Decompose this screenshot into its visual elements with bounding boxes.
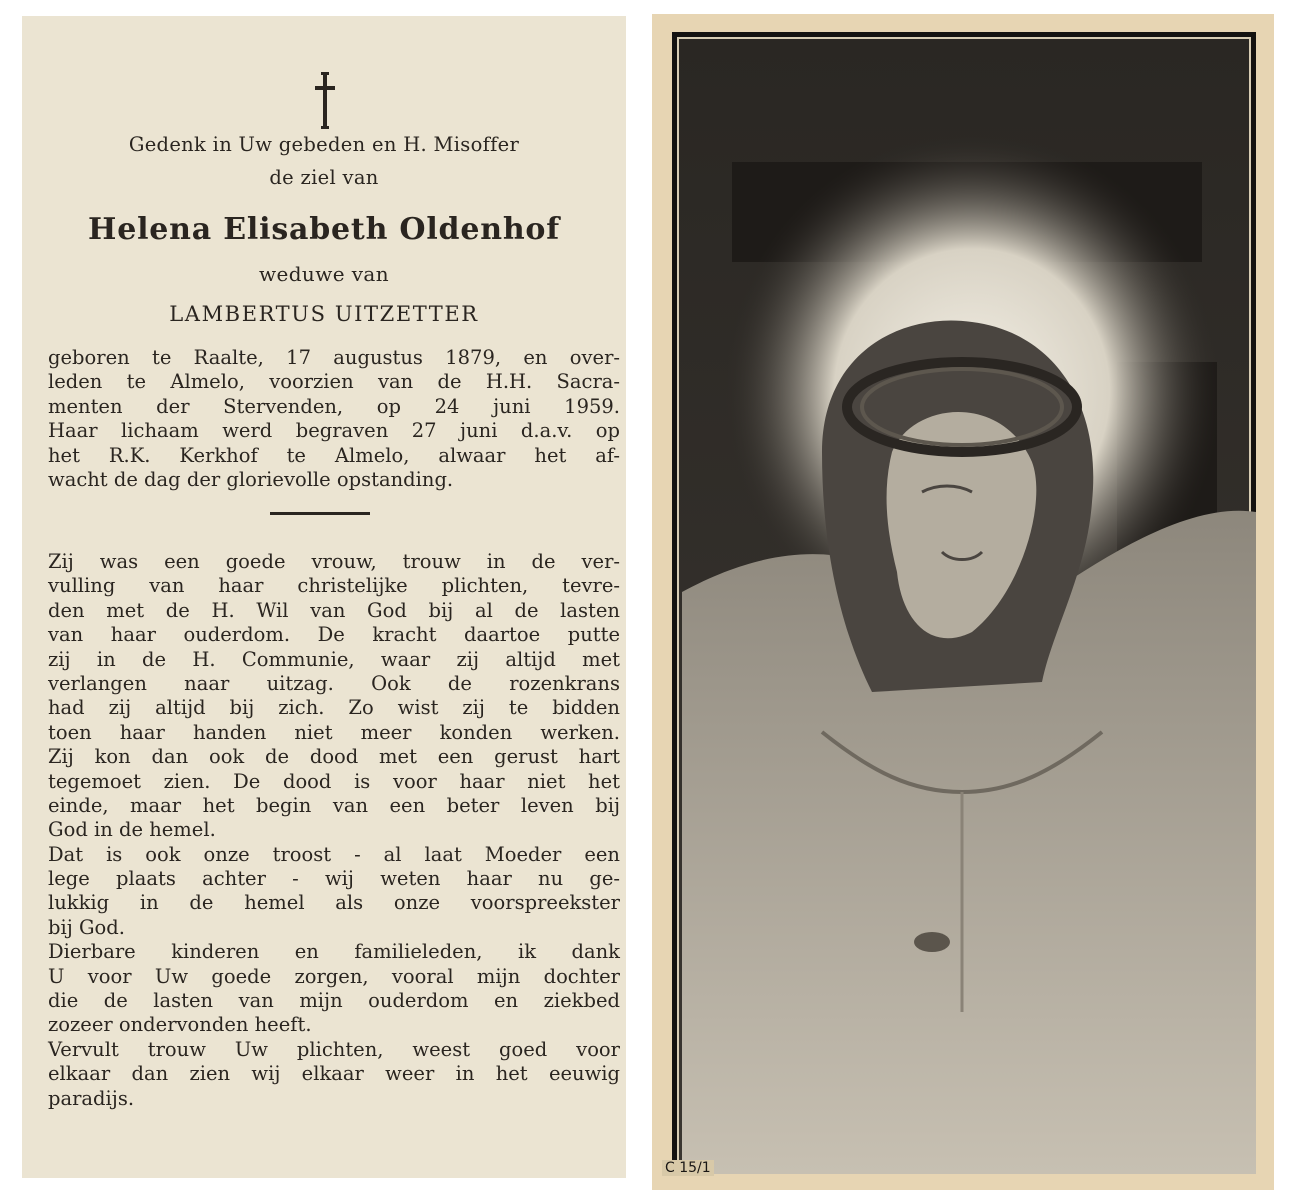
divider-line [270, 512, 370, 515]
biography-line: geboren te Raalte, 17 augustus 1879, en over- [48, 346, 620, 369]
text-line: lukkig in de hemel als onze voorspreekster [48, 891, 620, 915]
text-line: einde, maar het begin van een beter leven bij [48, 793, 620, 817]
biography-line: leden te Almelo, voorzien van de H.H. Sacra- [48, 370, 620, 394]
spouse-name: LAMBERTUS UITZETTER [169, 302, 479, 326]
text-line: Zij was een goede vrouw, trouw in de ver- [48, 550, 620, 573]
text-line: die de lasten van mijn ouderdom en ziekbed [48, 989, 620, 1013]
text-line: Dierbare kinderen en familieleden, ik dank [48, 940, 620, 964]
biography-line: wacht de dag der glorievolle opstanding. [48, 467, 454, 491]
biography-line: het R.K. Kerkhof te Almelo, alwaar het af- [48, 443, 620, 467]
text-line: Dat is ook onze troost - al laat Moeder een [48, 842, 620, 866]
widow-of-label: weduwe van [258, 262, 390, 286]
biography-line: menten der Stervenden, op 24 juni 1959. [48, 394, 620, 418]
crucifix-portrait-illustration [672, 32, 1256, 1174]
memorial-card-text-side [22, 16, 626, 1178]
catalog-code: C 15/1 [662, 1160, 714, 1176]
biography-paragraph [48, 346, 620, 492]
memorial-text [48, 550, 620, 1111]
intro-line-2: de ziel van [269, 166, 379, 189]
text-line: van haar ouderdom. De kracht daartoe putte [48, 623, 620, 647]
text-line: vulling van haar christelijke plichten, tevre- [48, 574, 620, 598]
intro-line-1: Gedenk in Uw gebeden en H. Misoffer [128, 133, 520, 156]
cross-icon [313, 72, 337, 130]
text-line: verlangen naar uitzag. Ook de rozenkrans [48, 671, 620, 695]
text-line: paradijs. [48, 1086, 135, 1110]
text-line: bij God. [48, 915, 125, 939]
text-line: lege plaats achter - wij weten haar nu ge- [48, 867, 620, 891]
text-line: zij in de H. Communie, waar zij altijd met [48, 647, 620, 671]
text-line: den met de H. Wil van God bij al de lasten [48, 598, 620, 622]
text-line: elkaar dan zien wij elkaar weer in het eeuwig [48, 1062, 620, 1086]
text-line: Vervult trouw Uw plichten, weest goed voor [48, 1037, 620, 1061]
text-line: God in de hemel. [48, 818, 216, 842]
text-line: tegemoet zien. De dood is voor haar niet het [48, 769, 620, 793]
biography-line: Haar lichaam werd begraven 27 juni d.a.v. op [48, 419, 620, 443]
deceased-name: Helena Elisabeth Oldenhof [88, 212, 560, 247]
text-line: had zij altijd bij zich. Zo wist zij te bidden [48, 696, 620, 720]
text-line: toen haar handen niet meer konden werken. [48, 720, 620, 744]
text-line: U voor Uw goede zorgen, vooral mijn dochter [48, 964, 620, 988]
memorial-card-image-side [652, 14, 1274, 1190]
text-line: zozeer ondervonden heeft. [48, 1013, 312, 1037]
text-line: Zij kon dan ook de dood met een gerust hart [48, 745, 620, 769]
